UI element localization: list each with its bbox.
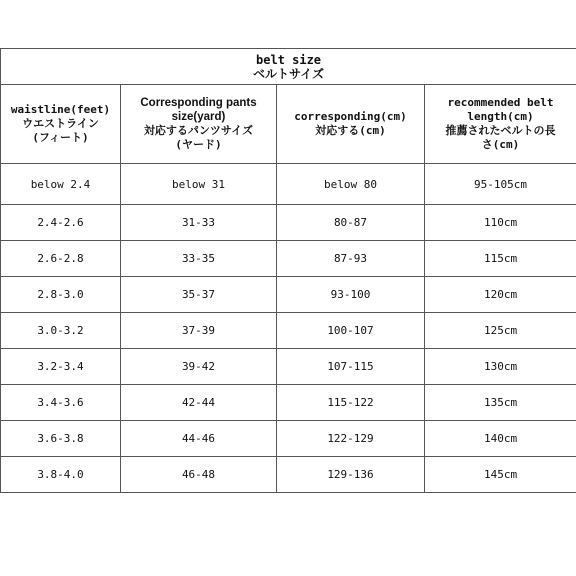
cell-pants-size: 35-37 (121, 277, 277, 313)
cell-pants-size: below 31 (121, 164, 277, 205)
header-line: corresponding(cm) (294, 110, 407, 123)
cell-cm: 93-100 (277, 277, 425, 313)
header-line: ウエストライン (22, 117, 99, 130)
cell-belt-length: 125cm (425, 313, 576, 349)
cell-pants-size: 33-35 (121, 241, 277, 277)
cell-waistline: below 2.4 (1, 164, 121, 205)
cell-belt-length: 95-105cm (425, 164, 576, 205)
header-line: size(yard) (171, 111, 226, 123)
cell-waistline: 3.0-3.2 (1, 313, 121, 349)
cell-cm: below 80 (277, 164, 425, 205)
cell-belt-length: 120cm (425, 277, 576, 313)
table-title (1, 49, 576, 85)
table-row (1, 313, 576, 349)
cell-cm: 87-93 (277, 241, 425, 277)
table-row (1, 421, 576, 457)
cell-waistline: 2.6-2.8 (1, 241, 121, 277)
cell-belt-length: 110cm (425, 205, 576, 241)
cell-belt-length: 145cm (425, 457, 576, 493)
cell-cm: 100-107 (277, 313, 425, 349)
table-row (1, 349, 576, 385)
header-waistline (1, 85, 121, 164)
cell-pants-size: 42-44 (121, 385, 277, 421)
cell-waistline: 3.6-3.8 (1, 421, 121, 457)
table-row (1, 457, 576, 493)
table-row (1, 205, 576, 241)
title-row (1, 49, 576, 85)
cell-cm: 107-115 (277, 349, 425, 385)
cell-belt-length: 130cm (425, 349, 576, 385)
size-table (0, 48, 576, 493)
cell-waistline: 3.4-3.6 (1, 385, 121, 421)
header-line: (ヤード) (175, 138, 222, 151)
cell-cm: 122-129 (277, 421, 425, 457)
header-corresponding-cm (277, 85, 425, 164)
table-row (1, 385, 576, 421)
header-line: 対応するパンツサイズ (143, 124, 254, 137)
header-line: (フィート) (32, 131, 89, 144)
header-line: recommended belt (447, 96, 554, 109)
cell-pants-size: 46-48 (121, 457, 277, 493)
title-english: belt size (256, 52, 322, 67)
cell-belt-length: 115cm (425, 241, 576, 277)
header-line: Corresponding pants (140, 97, 257, 109)
cell-pants-size: 44-46 (121, 421, 277, 457)
cell-pants-size: 31-33 (121, 205, 277, 241)
cell-waistline: 3.2-3.4 (1, 349, 121, 385)
header-line: さ(cm) (481, 138, 520, 151)
header-line: 推薦されたベルトの長 (445, 124, 556, 137)
cell-pants-size: 39-42 (121, 349, 277, 385)
header-row (1, 85, 576, 164)
header-recommended-length (425, 85, 576, 164)
cell-cm: 80-87 (277, 205, 425, 241)
header-line: length(cm) (467, 110, 534, 123)
cell-cm: 129-136 (277, 457, 425, 493)
cell-pants-size: 37-39 (121, 313, 277, 349)
table-row (1, 277, 576, 313)
title-japanese: ベルトサイズ (253, 66, 325, 81)
cell-belt-length: 140cm (425, 421, 576, 457)
cell-waistline: 2.8-3.0 (1, 277, 121, 313)
header-pants-size (121, 85, 277, 164)
header-line: waistline(feet) (10, 103, 111, 116)
cell-cm: 115-122 (277, 385, 425, 421)
header-line: 対応する(cm) (315, 124, 386, 137)
table-row (1, 164, 576, 205)
belt-size-chart (0, 48, 576, 493)
cell-waistline: 2.4-2.6 (1, 205, 121, 241)
table-row (1, 241, 576, 277)
cell-belt-length: 135cm (425, 385, 576, 421)
cell-waistline: 3.8-4.0 (1, 457, 121, 493)
